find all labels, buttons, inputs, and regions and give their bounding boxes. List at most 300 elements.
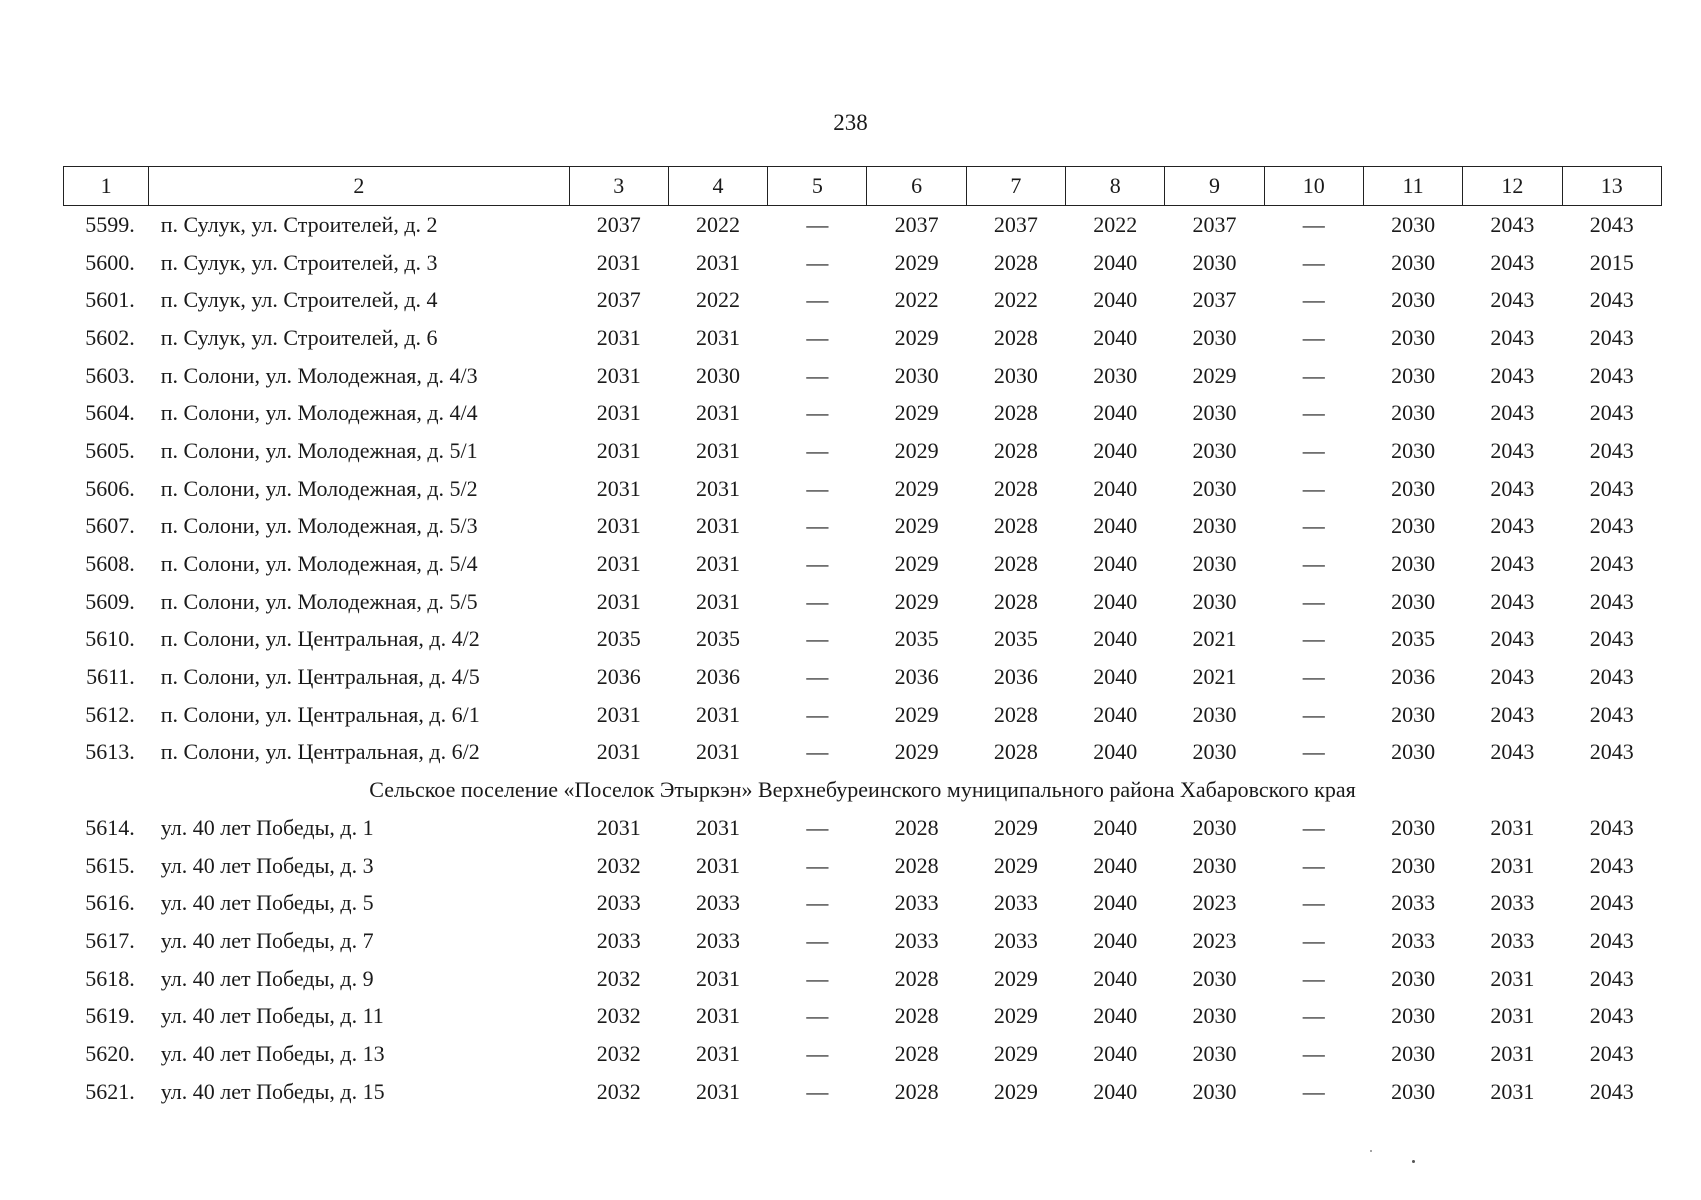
- year-cell: —: [806, 324, 829, 350]
- table-row: [64, 508, 1662, 546]
- row-number-cell: 5613.: [85, 739, 135, 765]
- row-number-cell: 5618.: [85, 965, 135, 991]
- year-cell: 2030: [894, 362, 939, 388]
- year-cell: 2031: [1490, 1040, 1535, 1066]
- year-cell: 2043: [1490, 249, 1535, 275]
- year-cell: 2031: [596, 551, 641, 577]
- year-cell: 2036: [1391, 664, 1436, 690]
- row-number-cell: 5607.: [85, 513, 135, 539]
- year-cell: 2033: [894, 927, 939, 953]
- year-cell: 2043: [1589, 588, 1634, 614]
- year-cell: 2036: [894, 664, 939, 690]
- year-cell: 2043: [1589, 287, 1634, 313]
- year-cell: 2031: [696, 400, 741, 426]
- year-cell: 2031: [696, 1078, 741, 1104]
- year-cell: 2022: [696, 211, 741, 237]
- year-cell: 2029: [993, 1040, 1038, 1066]
- column-header: 1: [64, 167, 149, 206]
- year-cell: 2029: [993, 965, 1038, 991]
- section-heading-body: [64, 771, 1662, 809]
- year-cell: 2037: [596, 287, 641, 313]
- year-cell: 2040: [1093, 626, 1138, 652]
- year-cell: 2030: [1391, 852, 1436, 878]
- table-row: [64, 244, 1662, 282]
- year-cell: 2043: [1490, 287, 1535, 313]
- year-cell: —: [806, 965, 829, 991]
- year-cell: 2030: [1391, 965, 1436, 991]
- year-cell: 2030: [1391, 249, 1436, 275]
- year-cell: 2031: [696, 701, 741, 727]
- year-cell: 2040: [1093, 739, 1138, 765]
- year-cell: 2022: [1093, 211, 1138, 237]
- year-cell: 2040: [1093, 588, 1138, 614]
- address-cell: п. Сулук, ул. Строителей, д. 3: [160, 249, 438, 275]
- year-cell: 2029: [894, 249, 939, 275]
- row-number-cell: 5621.: [85, 1078, 135, 1104]
- year-cell: 2040: [1093, 965, 1138, 991]
- year-cell: —: [806, 211, 829, 237]
- year-cell: —: [1302, 664, 1325, 690]
- year-cell: 2040: [1093, 551, 1138, 577]
- year-cell: 2040: [1093, 664, 1138, 690]
- year-cell: —: [1302, 211, 1325, 237]
- year-cell: 2029: [894, 701, 939, 727]
- year-cell: 2043: [1589, 324, 1634, 350]
- table-row: [64, 884, 1662, 922]
- year-cell: 2035: [993, 626, 1038, 652]
- year-cell: 2033: [696, 890, 741, 916]
- year-cell: —: [1302, 362, 1325, 388]
- year-cell: 2040: [1093, 1040, 1138, 1066]
- year-cell: 2035: [696, 626, 741, 652]
- table-row: [64, 583, 1662, 621]
- year-cell: 2030: [1391, 814, 1436, 840]
- row-number-cell: 5605.: [85, 437, 135, 463]
- year-cell: 2028: [993, 400, 1038, 426]
- year-cell: —: [1302, 400, 1325, 426]
- year-cell: 2031: [696, 437, 741, 463]
- year-cell: 2030: [1391, 551, 1436, 577]
- year-cell: —: [806, 739, 829, 765]
- year-cell: 2043: [1589, 1078, 1634, 1104]
- year-cell: 2031: [596, 324, 641, 350]
- year-cell: 2028: [894, 814, 939, 840]
- year-cell: 2031: [596, 588, 641, 614]
- year-cell: 2023: [1192, 927, 1237, 953]
- year-cell: 2033: [1490, 890, 1535, 916]
- address-cell: п. Солони, ул. Молодежная, д. 5/5: [160, 588, 478, 614]
- address-cell: п. Солони, ул. Центральная, д. 6/1: [160, 701, 480, 727]
- year-cell: 2031: [696, 814, 741, 840]
- column-header: 5: [768, 167, 867, 206]
- year-cell: 2030: [1391, 588, 1436, 614]
- year-cell: 2030: [1391, 362, 1436, 388]
- year-cell: 2031: [1490, 1078, 1535, 1104]
- table-row: [64, 997, 1662, 1035]
- year-cell: 2030: [1192, 324, 1237, 350]
- page-number: 238: [833, 110, 868, 135]
- row-number-cell: 5610.: [85, 626, 135, 652]
- year-cell: —: [1302, 927, 1325, 953]
- year-cell: 2031: [596, 400, 641, 426]
- year-cell: 2030: [1391, 400, 1436, 426]
- year-cell: 2030: [1192, 1003, 1237, 1029]
- address-cell: ул. 40 лет Победы, д. 1: [160, 814, 374, 840]
- year-cell: —: [806, 249, 829, 275]
- year-cell: 2043: [1589, 852, 1634, 878]
- year-cell: —: [1302, 475, 1325, 501]
- year-cell: 2030: [1391, 211, 1436, 237]
- column-header: 9: [1165, 167, 1264, 206]
- year-cell: —: [1302, 287, 1325, 313]
- year-cell: —: [806, 1003, 829, 1029]
- year-cell: 2043: [1589, 437, 1634, 463]
- year-cell: —: [1302, 1078, 1325, 1104]
- year-cell: —: [806, 400, 829, 426]
- year-cell: 2029: [894, 551, 939, 577]
- year-cell: 2030: [1391, 739, 1436, 765]
- address-cell: п. Солони, ул. Центральная, д. 6/2: [160, 739, 480, 765]
- year-cell: —: [1302, 701, 1325, 727]
- column-header: 10: [1264, 167, 1363, 206]
- year-cell: 2036: [596, 664, 641, 690]
- row-number-cell: 5611.: [86, 664, 135, 690]
- year-cell: 2030: [1391, 513, 1436, 539]
- year-cell: 2043: [1589, 814, 1634, 840]
- year-cell: 2035: [1391, 626, 1436, 652]
- year-cell: 2031: [696, 588, 741, 614]
- year-cell: —: [1302, 852, 1325, 878]
- year-cell: 2043: [1589, 475, 1634, 501]
- year-cell: 2043: [1490, 362, 1535, 388]
- year-cell: 2040: [1093, 814, 1138, 840]
- address-cell: п. Солони, ул. Молодежная, д. 4/3: [160, 362, 478, 388]
- year-cell: 2031: [596, 739, 641, 765]
- table-row: [64, 206, 1662, 244]
- year-cell: 2030: [1192, 965, 1237, 991]
- year-cell: 2031: [696, 965, 741, 991]
- year-cell: 2040: [1093, 249, 1138, 275]
- year-cell: 2040: [1093, 513, 1138, 539]
- year-cell: —: [1302, 626, 1325, 652]
- year-cell: —: [806, 475, 829, 501]
- section-heading-row: [64, 771, 1662, 809]
- column-header: 7: [966, 167, 1065, 206]
- year-cell: 2030: [1093, 362, 1138, 388]
- housing-register-table: [63, 166, 1662, 1111]
- address-cell: ул. 40 лет Победы, д. 3: [160, 852, 374, 878]
- table-row: [64, 281, 1662, 319]
- year-cell: 2043: [1589, 513, 1634, 539]
- address-cell: ул. 40 лет Победы, д. 5: [160, 890, 374, 916]
- year-cell: 2030: [1192, 1078, 1237, 1104]
- year-cell: 2043: [1589, 739, 1634, 765]
- year-cell: 2035: [596, 626, 641, 652]
- year-cell: 2030: [1192, 852, 1237, 878]
- scan-speck: [1412, 1160, 1415, 1163]
- year-cell: 2028: [993, 249, 1038, 275]
- year-cell: 2028: [993, 437, 1038, 463]
- table-body-part1: [64, 206, 1662, 772]
- year-cell: 2043: [1589, 965, 1634, 991]
- year-cell: 2030: [1192, 588, 1237, 614]
- address-cell: п. Сулук, ул. Строителей, д. 4: [160, 287, 438, 313]
- year-cell: —: [806, 287, 829, 313]
- year-cell: —: [806, 437, 829, 463]
- address-cell: п. Солони, ул. Молодежная, д. 5/3: [160, 513, 478, 539]
- address-cell: п. Солони, ул. Центральная, д. 4/2: [160, 626, 480, 652]
- year-cell: 2033: [1490, 927, 1535, 953]
- year-cell: 2031: [1490, 852, 1535, 878]
- year-cell: 2031: [1490, 965, 1535, 991]
- year-cell: 2030: [1391, 287, 1436, 313]
- year-cell: —: [1302, 1003, 1325, 1029]
- year-cell: 2023: [1192, 890, 1237, 916]
- year-cell: —: [1302, 890, 1325, 916]
- year-cell: 2030: [1192, 513, 1237, 539]
- year-cell: 2021: [1192, 626, 1237, 652]
- year-cell: 2040: [1093, 324, 1138, 350]
- year-cell: 2040: [1093, 475, 1138, 501]
- year-cell: 2029: [894, 513, 939, 539]
- year-cell: —: [1302, 814, 1325, 840]
- year-cell: 2040: [1093, 400, 1138, 426]
- year-cell: 2033: [596, 927, 641, 953]
- year-cell: —: [1302, 249, 1325, 275]
- year-cell: 2030: [993, 362, 1038, 388]
- year-cell: 2035: [894, 626, 939, 652]
- year-cell: 2028: [894, 852, 939, 878]
- year-cell: —: [806, 701, 829, 727]
- year-cell: —: [806, 362, 829, 388]
- table-row: [64, 809, 1662, 847]
- year-cell: —: [1302, 324, 1325, 350]
- year-cell: 2032: [596, 965, 641, 991]
- year-cell: 2028: [894, 1078, 939, 1104]
- column-header: 13: [1562, 167, 1661, 206]
- year-cell: 2031: [696, 324, 741, 350]
- year-cell: —: [1302, 965, 1325, 991]
- year-cell: 2031: [696, 1003, 741, 1029]
- year-cell: 2021: [1192, 664, 1237, 690]
- year-cell: 2043: [1490, 626, 1535, 652]
- table-row: [64, 432, 1662, 470]
- year-cell: 2031: [696, 249, 741, 275]
- column-header: 2: [149, 167, 569, 206]
- year-cell: —: [806, 814, 829, 840]
- address-cell: ул. 40 лет Победы, д. 9: [160, 965, 374, 991]
- year-cell: 2043: [1490, 324, 1535, 350]
- row-number-cell: 5604.: [85, 400, 135, 426]
- year-cell: 2040: [1093, 701, 1138, 727]
- address-cell: ул. 40 лет Победы, д. 11: [160, 1003, 384, 1029]
- year-cell: 2043: [1589, 927, 1634, 953]
- year-cell: 2030: [1391, 1003, 1436, 1029]
- year-cell: 2043: [1589, 626, 1634, 652]
- year-cell: 2030: [1391, 437, 1436, 463]
- year-cell: 2031: [1490, 814, 1535, 840]
- year-cell: 2037: [993, 211, 1038, 237]
- year-cell: 2043: [1589, 362, 1634, 388]
- table-row: [64, 960, 1662, 998]
- year-cell: 2043: [1490, 475, 1535, 501]
- year-cell: 2043: [1490, 701, 1535, 727]
- year-cell: 2028: [894, 1040, 939, 1066]
- year-cell: 2028: [894, 965, 939, 991]
- year-cell: 2031: [596, 475, 641, 501]
- address-cell: п. Солони, ул. Центральная, д. 4/5: [160, 664, 480, 690]
- year-cell: 2028: [894, 1003, 939, 1029]
- table-row: [64, 621, 1662, 659]
- year-cell: 2028: [993, 739, 1038, 765]
- year-cell: 2030: [1391, 324, 1436, 350]
- year-cell: 2031: [596, 814, 641, 840]
- year-cell: 2029: [993, 852, 1038, 878]
- year-cell: —: [806, 1078, 829, 1104]
- column-header: 11: [1363, 167, 1462, 206]
- year-cell: 2029: [993, 1078, 1038, 1104]
- column-header: 4: [668, 167, 767, 206]
- year-cell: 2033: [993, 927, 1038, 953]
- year-cell: 2030: [696, 362, 741, 388]
- year-cell: 2029: [894, 437, 939, 463]
- year-cell: 2033: [1391, 927, 1436, 953]
- year-cell: 2033: [696, 927, 741, 953]
- year-cell: —: [806, 852, 829, 878]
- year-cell: 2030: [1192, 475, 1237, 501]
- year-cell: 2030: [1192, 400, 1237, 426]
- year-cell: 2030: [1391, 1040, 1436, 1066]
- address-cell: п. Солони, ул. Молодежная, д. 5/1: [160, 437, 478, 463]
- table-body-part2: [64, 809, 1662, 1111]
- row-number-cell: 5606.: [85, 475, 135, 501]
- year-cell: 2030: [1192, 701, 1237, 727]
- year-cell: —: [806, 664, 829, 690]
- year-cell: —: [1302, 1040, 1325, 1066]
- year-cell: —: [1302, 739, 1325, 765]
- row-number-cell: 5603.: [85, 362, 135, 388]
- table-row: [64, 847, 1662, 885]
- row-number-cell: 5619.: [85, 1003, 135, 1029]
- year-cell: 2028: [993, 588, 1038, 614]
- year-cell: 2022: [696, 287, 741, 313]
- year-cell: 2043: [1589, 701, 1634, 727]
- year-cell: 2032: [596, 852, 641, 878]
- year-cell: 2015: [1589, 249, 1634, 275]
- year-cell: 2028: [993, 513, 1038, 539]
- year-cell: 2036: [696, 664, 741, 690]
- column-header: 6: [867, 167, 966, 206]
- year-cell: 2040: [1093, 1078, 1138, 1104]
- year-cell: 2030: [1192, 551, 1237, 577]
- row-number-cell: 5602.: [85, 324, 135, 350]
- table-row: [64, 394, 1662, 432]
- year-cell: 2043: [1490, 437, 1535, 463]
- address-cell: п. Солони, ул. Молодежная, д. 4/4: [160, 400, 478, 426]
- year-cell: —: [806, 513, 829, 539]
- year-cell: 2022: [894, 287, 939, 313]
- year-cell: 2032: [596, 1040, 641, 1066]
- year-cell: 2037: [596, 211, 641, 237]
- row-number-cell: 5620.: [85, 1040, 135, 1066]
- year-cell: 2043: [1490, 664, 1535, 690]
- year-cell: 2043: [1490, 739, 1535, 765]
- year-cell: 2031: [696, 739, 741, 765]
- year-cell: 2028: [993, 701, 1038, 727]
- year-cell: —: [806, 927, 829, 953]
- year-cell: 2030: [1192, 437, 1237, 463]
- table-row: [64, 357, 1662, 395]
- table-row: [64, 1035, 1662, 1073]
- row-number-cell: 5615.: [85, 852, 135, 878]
- address-cell: п. Солони, ул. Молодежная, д. 5/2: [160, 475, 478, 501]
- year-cell: —: [806, 551, 829, 577]
- column-header: 8: [1066, 167, 1165, 206]
- year-cell: 2043: [1589, 664, 1634, 690]
- row-number-cell: 5599.: [85, 211, 135, 237]
- year-cell: —: [806, 890, 829, 916]
- row-number-cell: 5600.: [85, 249, 135, 275]
- year-cell: 2031: [596, 437, 641, 463]
- year-cell: 2029: [894, 324, 939, 350]
- year-cell: 2043: [1589, 551, 1634, 577]
- year-cell: 2030: [1391, 701, 1436, 727]
- row-number-cell: 5617.: [85, 927, 135, 953]
- year-cell: —: [806, 626, 829, 652]
- year-cell: 2040: [1093, 287, 1138, 313]
- address-cell: п. Сулук, ул. Строителей, д. 2: [160, 211, 438, 237]
- year-cell: 2037: [1192, 211, 1237, 237]
- year-cell: 2040: [1093, 927, 1138, 953]
- row-number-cell: 5616.: [85, 890, 135, 916]
- year-cell: 2029: [894, 588, 939, 614]
- year-cell: 2033: [993, 890, 1038, 916]
- column-header: 12: [1463, 167, 1562, 206]
- year-cell: 2033: [1391, 890, 1436, 916]
- section-heading: Сельское поселение «Поселок Этыркэн» Верхнебуреинского муниципального района Хабаровского края: [369, 777, 1356, 803]
- year-cell: 2043: [1490, 400, 1535, 426]
- year-cell: 2043: [1589, 400, 1634, 426]
- year-cell: —: [806, 588, 829, 614]
- address-cell: ул. 40 лет Победы, д. 7: [160, 927, 374, 953]
- year-cell: —: [1302, 551, 1325, 577]
- year-cell: 2030: [1391, 475, 1436, 501]
- year-cell: 2036: [993, 664, 1038, 690]
- table-row: [64, 545, 1662, 583]
- year-cell: 2043: [1490, 513, 1535, 539]
- year-cell: 2031: [596, 513, 641, 539]
- table-row: [64, 470, 1662, 508]
- year-cell: —: [806, 1040, 829, 1066]
- year-cell: 2031: [696, 513, 741, 539]
- year-cell: 2043: [1490, 588, 1535, 614]
- table-row: [64, 319, 1662, 357]
- year-cell: —: [1302, 437, 1325, 463]
- year-cell: 2030: [1192, 1040, 1237, 1066]
- year-cell: —: [1302, 588, 1325, 614]
- year-cell: 2043: [1490, 211, 1535, 237]
- year-cell: 2022: [993, 287, 1038, 313]
- year-cell: 2043: [1589, 1040, 1634, 1066]
- table-row: [64, 1073, 1662, 1111]
- address-cell: ул. 40 лет Победы, д. 15: [160, 1078, 385, 1104]
- year-cell: —: [1302, 513, 1325, 539]
- year-cell: 2028: [993, 475, 1038, 501]
- year-cell: 2029: [894, 400, 939, 426]
- address-cell: ул. 40 лет Победы, д. 13: [160, 1040, 385, 1066]
- year-cell: 2040: [1093, 852, 1138, 878]
- row-number-cell: 5609.: [85, 588, 135, 614]
